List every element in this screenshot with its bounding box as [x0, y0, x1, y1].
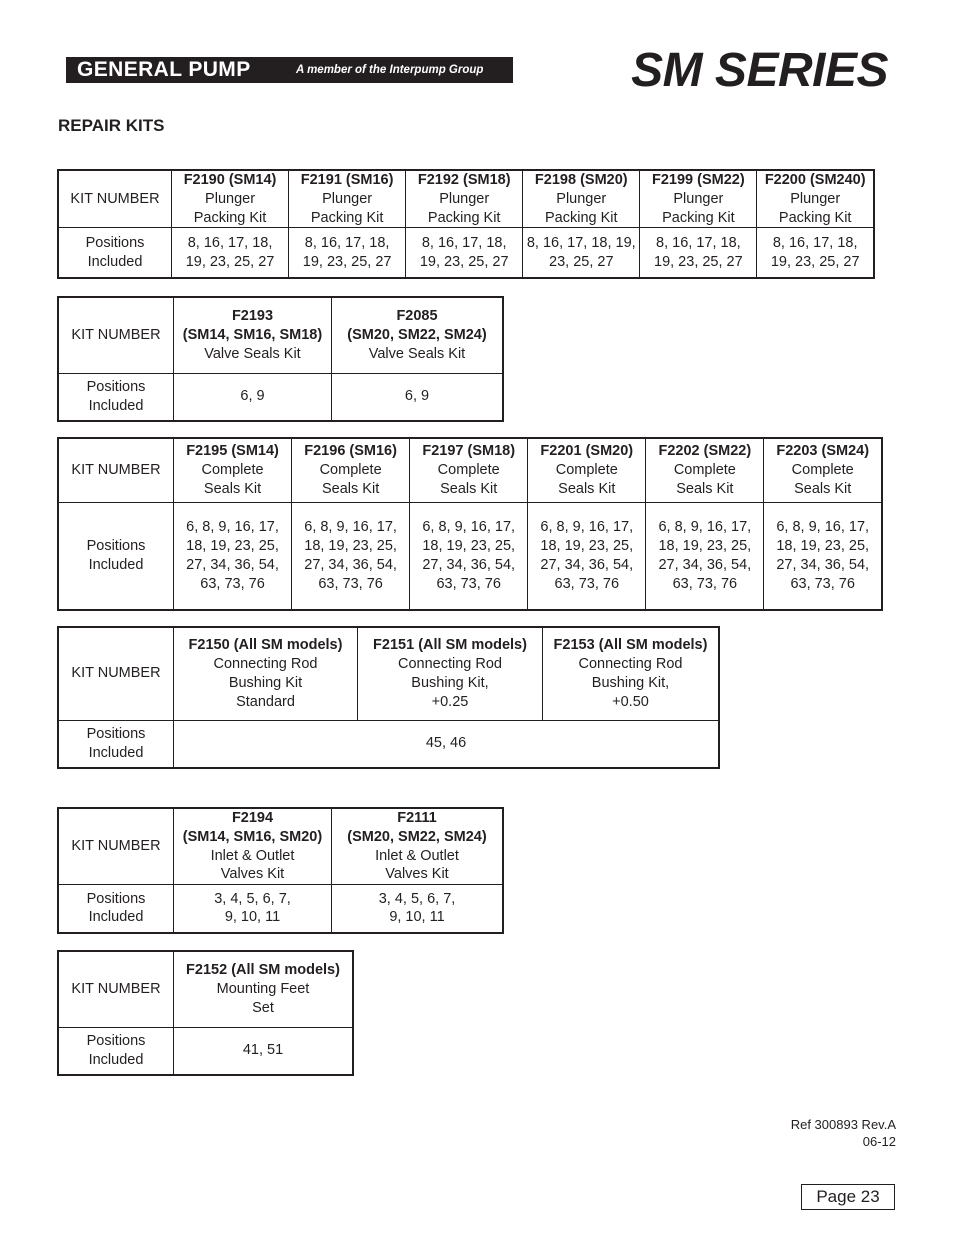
kit-cell: [358, 627, 543, 720]
kit-desc: Packing Kit: [193, 209, 267, 226]
kit-desc: Complete: [555, 461, 618, 478]
brand-name: GENERAL PUMP: [77, 58, 251, 81]
kit-models: (SM20, SM22, SM24): [347, 326, 487, 343]
page-number: Page 23: [801, 1184, 895, 1210]
kit-desc: Plunger: [322, 190, 373, 207]
positions-label: Positions Included: [58, 502, 174, 610]
positions-cell: 8, 16, 17, 18, 19, 23, 25, 27: [406, 228, 523, 278]
kit-desc: Plunger: [205, 190, 256, 207]
kit-desc: Seals Kit: [440, 480, 498, 497]
kit-cell: [543, 627, 720, 720]
positions-row: [58, 502, 882, 610]
kit-code: F2193: [231, 308, 274, 325]
kit-cell: [640, 170, 757, 228]
positions-cell: 45, 46: [174, 720, 720, 768]
kit-desc: Complete: [791, 461, 854, 478]
series-title: SM SERIES: [631, 44, 888, 97]
positions-cell: 6, 9: [332, 373, 504, 421]
kit-code: F2111: [397, 810, 437, 826]
kit-cell: [646, 438, 764, 502]
kit-code: F2152 (All SM models): [186, 962, 340, 979]
bushing-kit-table: [57, 626, 720, 769]
kit-desc: Connecting Rod: [213, 655, 318, 672]
kit-cell: [172, 170, 289, 228]
positions-row: [58, 1027, 353, 1075]
kit-cell: [523, 170, 640, 228]
kit-cell: [757, 170, 874, 228]
positions-cell: 8, 16, 17, 18, 19, 23, 25, 27: [172, 228, 289, 278]
kit-code: F2203 (SM24): [776, 443, 870, 460]
positions-label: Positions Included: [58, 720, 174, 768]
kit-number-row: [58, 438, 882, 502]
kit-desc: Bushing Kit,: [591, 674, 670, 691]
kit-number-row: [58, 951, 353, 1027]
valve-seals-kit-table: [57, 296, 504, 422]
kit-desc: Seals Kit: [203, 480, 262, 497]
kit-desc: Packing Kit: [778, 209, 852, 226]
kit-code: F2195 (SM14): [186, 443, 279, 460]
positions-cell: 6, 8, 9, 16, 17, 18, 19, 23, 25, 27, 34, 36, 54, 63, 73, 76: [528, 502, 646, 610]
kit-number-row: [58, 297, 503, 373]
positions-cell: 41, 51: [174, 1027, 354, 1075]
complete-seals-kit-table: [57, 437, 883, 611]
kit-models: (SM14, SM16, SM20): [182, 828, 323, 845]
positions-row: [58, 720, 719, 768]
kit-desc: Set: [252, 999, 274, 1016]
positions-label: Positions Included: [58, 373, 174, 421]
kit-number-row: [58, 170, 874, 228]
kit-desc: Valves Kit: [220, 866, 285, 883]
kit-cell: [289, 170, 406, 228]
kit-code: F2199 (SM22): [652, 172, 745, 188]
positions-cell: 6, 8, 9, 16, 17, 18, 19, 23, 25, 27, 34, 36, 54, 63, 73, 76: [764, 502, 882, 610]
positions-cell: 6, 8, 9, 16, 17, 18, 19, 23, 25, 27, 34, 36, 54, 63, 73, 76: [410, 502, 528, 610]
kit-cell: [528, 438, 646, 502]
brand-tagline: A member of the Interpump Group: [296, 64, 484, 76]
kit-cell: [764, 438, 882, 502]
kit-code: F2194: [231, 810, 274, 826]
kit-code: F2150 (All SM models): [188, 637, 343, 654]
kit-desc: Plunger: [556, 190, 607, 207]
kit-cell: [174, 808, 332, 885]
kit-cell: [174, 951, 354, 1027]
positions-cell: 8, 16, 17, 18, 19, 23, 25, 27: [757, 228, 874, 278]
kit-desc: Packing Kit: [310, 209, 384, 226]
kit-desc: Complete: [319, 461, 382, 478]
positions-row: [58, 373, 503, 421]
kit-code: F2200 (SM240): [764, 172, 866, 188]
kit-code: F2196 (SM16): [304, 443, 397, 460]
kit-desc: Plunger: [439, 190, 490, 207]
kit-number-label: KIT NUMBER: [58, 951, 174, 1027]
kit-desc: Complete: [201, 461, 264, 478]
positions-cell: 6, 8, 9, 16, 17, 18, 19, 23, 25, 27, 34, 36, 54, 63, 73, 76: [646, 502, 764, 610]
kit-number-label: KIT NUMBER: [58, 297, 174, 373]
kit-models: (SM20, SM22, SM24): [347, 828, 487, 845]
kit-desc: Connecting Rod: [398, 655, 502, 672]
kit-desc: Valve Seals Kit: [204, 345, 301, 362]
kit-desc: Bushing Kit,: [411, 674, 489, 691]
positions-cell: 8, 16, 17, 18, 19, 23, 25, 27: [523, 228, 640, 278]
positions-cell: 6, 8, 9, 16, 17, 18, 19, 23, 25, 27, 34, 36, 54, 63, 73, 76: [292, 502, 410, 610]
section-title: REPAIR KITS: [58, 116, 165, 135]
kit-desc: Plunger: [673, 190, 724, 207]
kit-code: F2153 (All SM models): [553, 637, 708, 654]
positions-row: [58, 885, 503, 933]
kit-desc: Inlet & Outlet: [375, 847, 459, 864]
positions-row: [58, 228, 874, 278]
ref-number: Ref 300893 Rev.A: [790, 1117, 896, 1132]
kit-desc: Bushing Kit: [228, 674, 303, 691]
kit-desc: Mounting Feet: [216, 980, 310, 997]
kit-code: F2190 (SM14): [183, 172, 277, 188]
positions-label: Positions Included: [58, 885, 174, 933]
kit-number-row: [58, 808, 503, 885]
kit-desc: Plunger: [790, 190, 841, 207]
document-reference: [791, 1116, 896, 1150]
positions-cell: 3, 4, 5, 6, 7, 9, 10, 11: [332, 885, 504, 933]
kit-desc: Seals Kit: [676, 480, 734, 497]
kit-code: F2201 (SM20): [540, 443, 634, 460]
kit-cell: [174, 627, 358, 720]
kit-desc: Seals Kit: [322, 480, 380, 497]
positions-cell: 6, 9: [174, 373, 332, 421]
positions-label: Positions Included: [58, 1027, 174, 1075]
kit-cell: [174, 297, 332, 373]
kit-desc: Packing Kit: [427, 209, 501, 226]
kit-code: F2198 (SM20): [534, 172, 628, 188]
mounting-kit-table: [57, 950, 354, 1076]
kit-desc: Valves Kit: [385, 866, 449, 883]
kit-cell: [174, 438, 292, 502]
positions-cell: 6, 8, 9, 16, 17, 18, 19, 23, 25, 27, 34, 36, 54, 63, 73, 76: [174, 502, 292, 610]
kit-cell: [406, 170, 523, 228]
kit-code: F2085: [396, 308, 438, 325]
kit-desc: Complete: [437, 461, 500, 478]
valves-kit-table: [57, 807, 504, 934]
positions-cell: 8, 16, 17, 18, 19, 23, 25, 27: [289, 228, 406, 278]
kit-code: F2151 (All SM models): [373, 637, 527, 654]
positions-cell: 8, 16, 17, 18, 19, 23, 25, 27: [640, 228, 757, 278]
kit-code: F2202 (SM22): [658, 443, 752, 460]
kit-desc: Seals Kit: [794, 480, 852, 497]
brand-bar: [66, 57, 513, 83]
kit-desc: Complete: [673, 461, 736, 478]
kit-cell: [410, 438, 528, 502]
kit-number-label: KIT NUMBER: [58, 170, 172, 228]
plunger-kit-table: [57, 169, 875, 279]
kit-desc: Connecting Rod: [578, 655, 683, 672]
kit-cell: [332, 808, 504, 885]
kit-number-label: KIT NUMBER: [58, 438, 174, 502]
kit-desc: +0.25: [431, 693, 469, 710]
kit-desc: +0.50: [612, 693, 649, 710]
kit-number-row: [58, 627, 719, 720]
kit-cell: [292, 438, 410, 502]
kit-number-label: KIT NUMBER: [58, 627, 174, 720]
kit-code: F2197 (SM18): [422, 443, 516, 460]
kit-number-label: KIT NUMBER: [58, 808, 174, 885]
kit-desc: Valve Seals Kit: [368, 345, 466, 362]
kit-desc: Seals Kit: [558, 480, 616, 497]
kit-desc: Packing Kit: [662, 209, 735, 226]
kit-desc: Packing Kit: [545, 209, 618, 226]
ref-date: 06-12: [862, 1134, 896, 1149]
kit-code: F2192 (SM18): [417, 172, 511, 188]
kit-code: F2191 (SM16): [300, 172, 394, 188]
kit-desc: Standard: [236, 693, 295, 710]
kit-models: (SM14, SM16, SM18): [182, 326, 323, 343]
positions-label: Positions Included: [58, 228, 172, 278]
kit-cell: [332, 297, 504, 373]
kit-desc: Inlet & Outlet: [210, 847, 295, 864]
positions-cell: 3, 4, 5, 6, 7, 9, 10, 11: [174, 885, 332, 933]
